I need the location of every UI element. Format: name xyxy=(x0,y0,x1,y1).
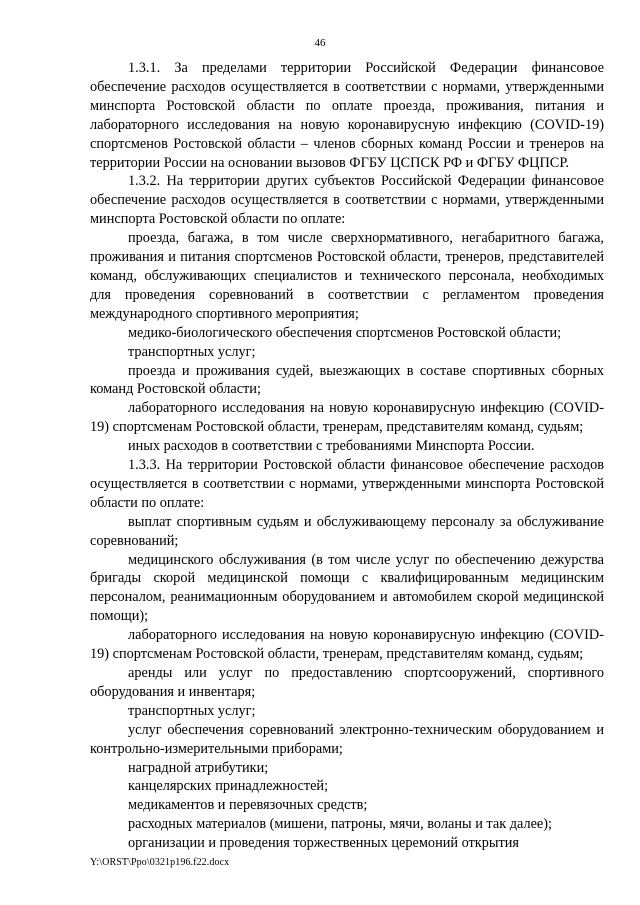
paragraph-1-3-2: 1.3.2. На территории других субъектов Российской Федерации финансовое обеспечение расходов осуществляется в соответствии с нормами, утвержденными минспорта Ростовской области по оплате: xyxy=(90,173,604,228)
list-item-facility-rent: аренды или услуг по предоставлению спортсооружений, спортивного оборудования и инвентаря; xyxy=(90,665,604,700)
list-item-ceremonies: организации и проведения торжественных церемоний открытия xyxy=(128,835,519,852)
list-item-covid-testing: лабораторного исследования на новую коронавирусную инфекцию (COVID-19) спортсменам Ростовской области, тренерам, представителям команд, судьям; xyxy=(90,400,604,436)
paragraph-1-3-3: 1.3.3. На территории Ростовской области финансовое обеспечение расходов осуществляется в соответствии с нормами, утвержденными минспорта Ростовской области по оплате: xyxy=(90,457,604,511)
list-item-other-expenses: иных расходов в соответствии с требованиями Минспорта России. xyxy=(128,438,535,455)
document-body xyxy=(90,59,604,853)
paragraph-1-3-1: 1.3.1. За пределами территории Российской Федерации финансовое обеспечение расходов осуществляется в соответствии с нормами, утвержденными минспорта Ростовской области по оплате проезда, проживания, питания и лабораторного исследования на новую коронавирусную инфекцию (COVID-19) спортсменов Ростовской области – членов сборных команд России и тренеров на территории России на основании вызовов ФГБУ ЦСПСК РФ и ФГБУ ФЦПСР. xyxy=(90,60,604,171)
list-item-awards: наградной атрибутики; xyxy=(128,759,269,776)
list-item-medical-biological: медико-биологического обеспечения спортсменов Ростовской области; xyxy=(128,324,562,341)
list-item-medicines: медикаментов и перевязочных средств; xyxy=(128,797,368,814)
list-item-transport: транспортных услуг; xyxy=(128,343,256,360)
list-item-medical-service: медицинского обслуживания (в том числе услуг по обеспечению дежурства бригады скорой медицинской помощи с квалифицированным медицинским персоналом, реанимационным оборудованием и автомобилем скорой медицинской помощи); xyxy=(90,551,604,625)
page-number: 46 xyxy=(314,37,326,49)
list-item-judges-travel: проезда и проживания судей, выезжающих в составе спортивных сборных команд Ростовской области; xyxy=(90,362,604,398)
list-item-judges-payments: выплат спортивным судьям и обслуживающему персоналу за обслуживание соревнований; xyxy=(90,513,604,549)
list-item-covid-testing-2: лабораторного исследования на новую коронавирусную инфекцию (COVID-19) спортсменам Ростовской области, тренерам, представителям команд, судьям; xyxy=(90,627,604,663)
list-item-stationery: канцелярских принадлежностей; xyxy=(128,778,329,795)
list-item-transport-2: транспортных услуг; xyxy=(128,702,256,719)
list-item-travel-baggage: проезда, багажа, в том числе сверхнормативного, негабаритного багажа, проживания и питания спортсменов Ростовской области, тренеров, представителей команд, обслуживающих специалистов и технического персонала, необходимых для проведения соревнований в соответствии с регламентом проведения международного спортивного мероприятия; xyxy=(90,230,604,322)
list-item-consumables: расходных материалов (мишени, патроны, мячи, воланы и так далее); xyxy=(128,816,553,833)
footer-file-path: Y:\ORST\Ppo\0321p196.f22.docx xyxy=(90,857,230,868)
list-item-electronic-equipment: услуг обеспечения соревнований электронно-техническим оборудованием и контрольно-измерительными приборами; xyxy=(90,721,604,757)
